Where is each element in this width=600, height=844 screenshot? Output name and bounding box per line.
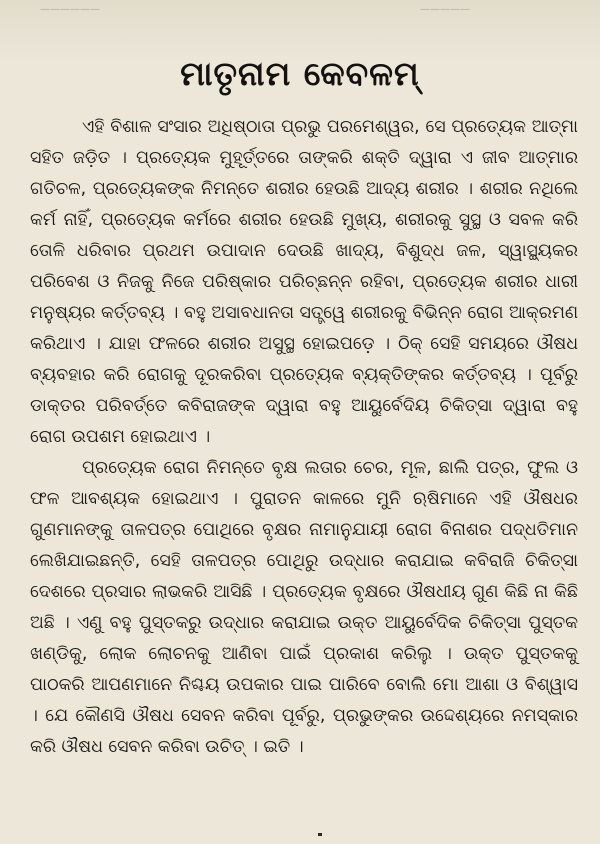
page-dot-mark [318,833,322,836]
paragraph-1: ଏହି ବିଶାଳ ସଂସାର ଅଧିଷ୍ଠାତା ପ୍ରଭୁ ପରମେଶ୍ୱର, ସେ ପ୍ରତ୍ୟେକ ଆତ୍ମା ସହିତ ଜଡ଼ିତ । ପ୍ରତ୍ୟେକ ମୁହୂର୍ତ୍ତରେ ତାଙ୍କରି ଶକ୍ତି ଦ୍ୱାରା ଏ ଜୀବ ଆତ୍ମାର ଗତିଚଳ, ପ୍ରତ୍ୟେକଙ୍କ ନିମନ୍ତେ ଶରୀର ହେଉଛି ଆଦ୍ୟ ଶରୀର । ଶରୀର ନଥିଲେ କର୍ମ ନାହିଁ, ପ୍ରତ୍ୟେକ କର୍ମରେ ଶରୀର ହେଉଛି ମୁଖ୍ୟ, ଶରୀରକୁ ସୁସ୍ଥ ଓ ସବଳ କରି ତୋଳି ଧରିବାର ପ୍ରଥମ ଉପାଦାନ ଦେଉଛି ଖାଦ୍ୟ, ବିଶୁଦ୍ଧ ଜଳ, ସ୍ୱାସ୍ଥ୍ୟକର ପରିବେଶ ଓ ନିଜକୁ ନିଜେ ପରିଷ୍କାର ପରିଚ୍ଛନ୍ନ ରହିବା, ପ୍ରତ୍ୟେକ ଶରୀର ଧାରୀ ମନୁଷ୍ୟର କର୍ତ୍ତବ୍ୟ । ବହୁ ଅସାବଧାନତା ସତ୍ତ୍ୱେ ଶରୀରକୁ ବିଭିନ୍ନ ରୋଗ ଆକ୍ରମଣ କରିଥାଏ । ଯାହା ଫଳରେ ଶରୀର ଅସୁସ୍ଥ ହୋଇପଡ଼େ । ଠିକ୍ ସେହି ସମୟରେ ଔଷଧ ବ୍ୟବହାର କରି ରୋଗକୁ ଦୂରକରିବା ପ୍ରତ୍ୟେକ ବ୍ୟକ୍ତିଙ୍କର କର୍ତ୍ତବ୍ୟ । ପୂର୍ବରୁ ଡାକ୍ତର ପରିବର୍ତ୍ତେ କବିରାଜଙ୍କ ଦ୍ୱାରା ବହୁ ଆୟୁର୍ବେଦିୟ ଚିକିତ୍ସା ଦ୍ୱାରା ବହୁ ରୋଗ ଉପଶମ ହୋଇଥାଏ । [30,117,578,447]
page-title: ମାତୃନାମ କେବଳମ୍ [180,54,420,93]
paragraph-2: ପ୍ରତ୍ୟେକ ରୋଗ ନିମନ୍ତେ ବୃକ୍ଷ ଲତାର ଚେର, ମୂଳ, ଛାଲି ପତ୍ର, ଫୁଲ ଓ ଫଳ ଆବଶ୍ୟକ ହୋଇଥାଏ । ପୁରାତନ କାଳରେ ମୁନି ଋଷିମାନେ ଏହି ଔଷଧର ଗୁଣମାନଙ୍କୁ ତାଳପତ୍ର ପୋଥିରେ ବୃକ୍ଷର ନାମାନୁଯାୟୀ ରୋଗ ବିନାଶର ପଦ୍ଧତିମାନ ଲେଖିଯାଇଛନ୍ତି, ସେହି ତାଳପତ୍ର ପୋଥିରୁ ଉଦ୍ଧାର କରାଯାଇ କବିରାଜି ଚିକିତ୍ସା ଦେଶରେ ପ୍ରସାର ଲାଭକରି ଆସିଛି । ପ୍ରତ୍ୟେକ ବୃକ୍ଷରେ ଔଷଧୀୟ ଗୁଣ କିଛି ନା କିଛି ଅଛି । ଏଣୁ ବହୁ ପୁସ୍ତକରୁ ଉଦ୍ଧାର କରାଯାଇ ଉକ୍ତ ଆୟୁର୍ବେଦିକ ଚିକିତ୍ସା ପୁସ୍ତକ ଖଣ୍ଡିକୁ, ଲୋକ ଲୋଚନକୁ ଆଣିବା ପାଇଁ ପ୍ରକାଶ କରିଲୁ । ଉକ୍ତ ପୁସ୍ତକକୁ ପାଠକରି ଆପଣମାନେ ନିଶ୍ଚୟ ଉପକାର ପାଇ ପାରିବେ ବୋଲି ମୋ ଆଶା ଓ ବିଶ୍ୱାସ । ଯେ କୌଣସି ଔଷଧ ସେବନ କରିବା ପୂର୍ବରୁ, ପ୍ରଭୁଙ୍କର ଉଦ୍ଦେଶ୍ୟରେ ନମସ୍କାର କରି ଔଷଧ ସେବନ କରିବା ଉଚିତ୍ । ଇତି । [30,458,578,757]
body-text [30,112,578,763]
bleed-through-header: —————— ————— [0,0,600,64]
